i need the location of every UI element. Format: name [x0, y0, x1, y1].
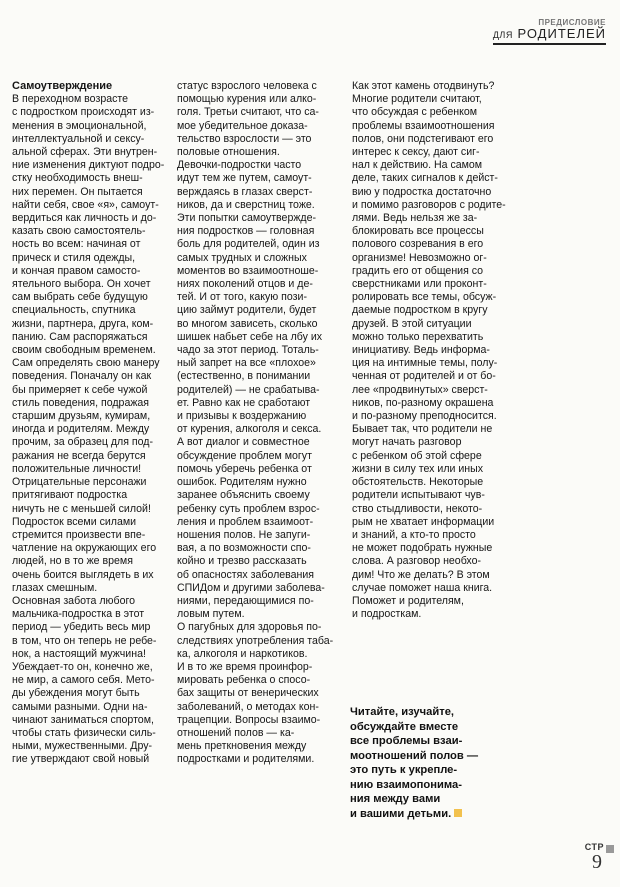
header-kicker: ПРЕДИСЛОВИЕ: [538, 18, 606, 27]
header-title: [493, 27, 606, 45]
header-prefix: ДЛЯ: [492, 30, 513, 40]
section-header: [493, 18, 606, 45]
text-column-3: [352, 80, 512, 621]
accent-square-icon: [454, 809, 462, 817]
page-label: СТР: [584, 842, 604, 852]
column-2-text: статус взрослого человека с помощью курения или алко- голя. Третьи считают, что са- мое убедительное доказа- тельство взрослости — это половые отношения. Девочки-подростки часто идут тем же путем, самоут- верждаясь в глазах сверст- ников, да и сверстниц тоже. Эти попытки самоутвержде- ния подростков — головная боль для родителей, один из самых трудных и сложных моментов во взаимоотноше- ниях поколений отцов и де- тей. И от того, какую пози- цию займут родители, будет во многом зависеть, сколько шишек набьет себе на лбу их чадо за этот период. Тоталь- ный запрет на все «плохое» (естественно, в понимании родителей) — не срабатыва- ет. Равно как не сработают и призывы к воздержанию от курения, алкоголя и секса. А вот диалог и совместное обсуждение проблем могут помочь уберечь ребенка от ошибок. Родителям нужно заранее объяснить своему ребенку суть проблем взрос- ления и проблем взаимоот- ношения полов. Не запуги- вая, а по возможности спо- койно и трезво рассказать об опасностях заболевания СПИДом и другими заболева- ниями, передающимися по- ловым путем. О пагубных для здоровья по- следствиях употребления таба- ка, алкоголя и наркотиков. И в то же время проинфор- мировать ребенка о спосо- бах защиты от венерических заболеваний, о методах кон- трацепции. Вопросы взаимо- отношений полов — ка- мень преткновения между подростками и родителями.: [177, 80, 334, 766]
callout-text: Читайте, изучайте, обсуждайте вместе все проблемы взаи- моотношений полов — это путь к укрепле- нию взаимопонима- ния между вами и вашими детьми.: [350, 706, 479, 820]
text-column-2: [177, 80, 345, 767]
callout-quote: [350, 705, 490, 821]
column-1-text: В переходном возрасте с подростком происходят из- менения в эмоциональной, интеллектуальной и сексу- альной сферах. Эти внутрен- ние изменения диктуют подро- стку необходимость внеш- них перемен. Он пытается найти себя, свое «я», самоут- вердиться как личность и до- казать свою самостоятель- ность во всем: начиная от прическ и стиля одежды, и кончая правом самосто- ятельного выбора. Он хочет сам выбрать себе будущую специальность, спутника жизни, партнера, друга, ком- панию. Сам распоряжаться своим свободным временем. Сам определять свою манеру поведения. Поначалу он как бы примеряет к себе чужой стиль поведения, подражая старшим друзьям, кумирам, иногда и родителям. Между прочим, за образец для под- ражания не всегда берутся положительные личности! Отрицательные персонажи притягивают подростка ничуть не с меньшей силой! Подросток всеми силами стремится произвести впе- чатление на окружающих его людей, но в то же время очень боится выглядеть в их глазах смешным. Основная забота любого мальчика-подростка в этот период — убедить весь мир в том, что он теперь не ребе- нок, а настоящий мужчина! Убеждает-то он, конечно же, не мир, а самого себя. Мето- ды убеждения могут быть самыми разными. Одни на- чинают заниматься спортом, чтобы стать физически силь- ными, мужественными. Дру- гие утверждают свой новый: [12, 93, 165, 766]
page-number: 9: [592, 851, 602, 873]
column-3-text: Как этот камень отодвинуть? Многие родители считают, что обсуждая с ребенком проблемы взаимоотношения полов, они подстегивают его интерес к сексу, дают сиг- нал к действию. На самом деле, таких сигналов к дейст- вию у подростка достаточно и помимо разговоров с родите- лями. Ведь нельзя же за- блокировать все процессы полового созревания в его организме! Невозможно ог- градить его от общения со сверстниками или проконт- ролировать все темы, обсуж- даемые подростком в кругу друзей. В этой ситуации можно только перехватить инициативу. Ведь информа- ция на интимные темы, полу- ченная от родителей и от бо- лее «продвинутых» сверст- ников, по-разному окрашена и по-разному преподносится. Бывает так, что родители не могут начать разговор с ребенком об этой сфере жизни в силу тех или иных обстоятельств. Некоторые родители испытывают чув- ство стыдливости, некото- рым не хватает информации и знаний, а кто-то просто не может подобрать нужные слова. А разговор необхо- дим! Что же делать? В этом случае поможет наша книга. Поможет и родителям, и подросткам.: [352, 80, 506, 621]
text-column-1: [12, 80, 172, 767]
section-heading: Самоутверждение: [12, 80, 113, 92]
header-title-text: РОДИТЕЛЕЙ: [517, 26, 606, 41]
page-marker-icon: [606, 845, 614, 853]
